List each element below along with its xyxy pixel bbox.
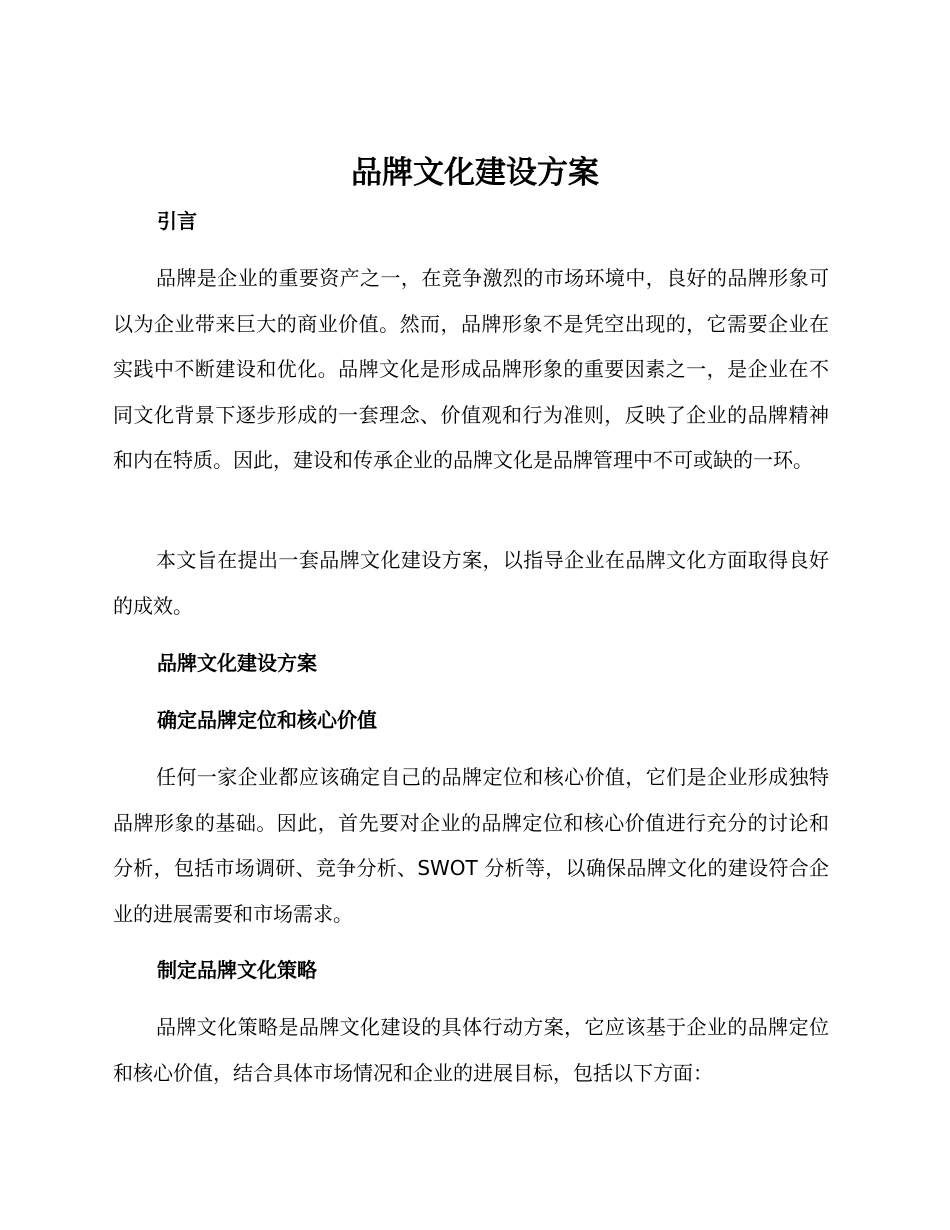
document-title: 品牌文化建设方案 xyxy=(351,155,599,191)
subsection-1-paragraph: 任何一家企业都应该确定自己的品牌定位和核心价值，它们是企业形成独特品牌形象的基础。因此，首先要对企业的品牌定位和核心价值进行充分的讨论和分析，包括市场调研、竞争分析、SWOT 分析等，以确保品牌文化的建设符合企业的进展需要和市场需求。 xyxy=(113,765,829,926)
intro-paragraph-2: 本文旨在提出一套品牌文化建设方案，以指导企业在品牌文化方面取得良好的成效。 xyxy=(113,548,829,618)
intro-paragraph-1: 品牌是企业的重要资产之一，在竞争激烈的市场环境中，良好的品牌形象可以为企业带来巨大的商业价值。然而，品牌形象不是凭空出现的，它需要企业在实践中不断建设和优化。品牌文化是形成品牌形象的重要因素之一，是企业在不同文化背景下逐步形成的一套理念、价值观和行为准则，反映了企业的品牌精神和内在特质。因此，建设和传承企业的品牌文化是品牌管理中不可或缺的一环。 xyxy=(113,266,829,473)
section-heading: 品牌文化建设方案 xyxy=(157,651,317,675)
subsection-2-paragraph: 品牌文化策略是品牌文化建设的具体行动方案，它应该基于企业的品牌定位和核心价值，结合具体市场情况和企业的进展目标，包括以下方面： xyxy=(113,1015,829,1085)
subsection-2-heading: 制定品牌文化策略 xyxy=(157,958,317,982)
intro-heading: 引言 xyxy=(157,209,197,233)
subsection-1-heading: 确定品牌定位和核心价值 xyxy=(157,708,377,732)
